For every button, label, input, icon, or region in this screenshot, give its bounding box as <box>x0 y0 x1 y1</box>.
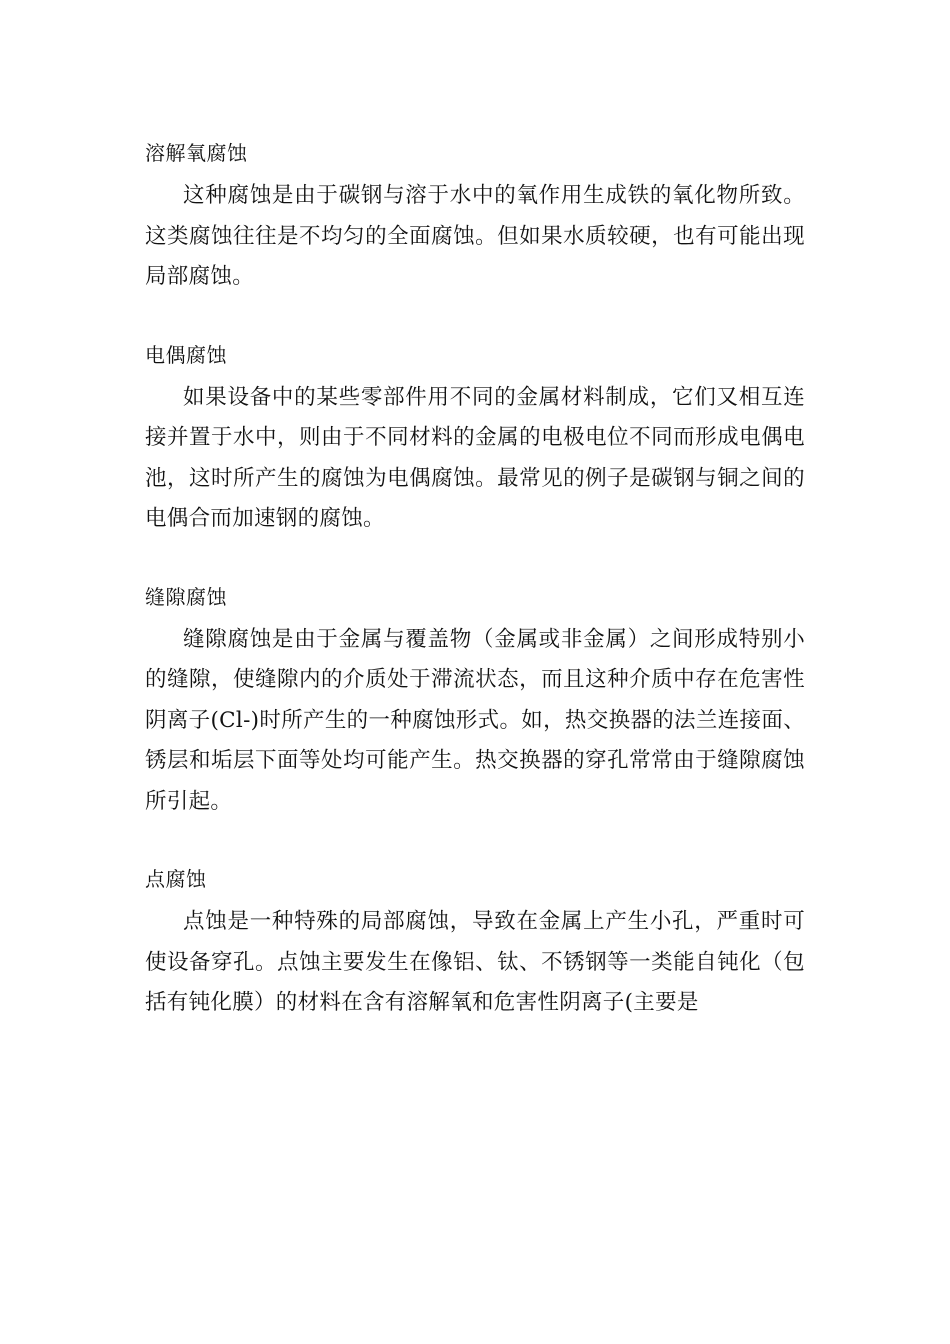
section-spacer <box>145 540 805 578</box>
section-spacer <box>145 298 805 336</box>
section-paragraph-pitting-corrosion: 点蚀是一种特殊的局部腐蚀，导致在金属上产生小孔，严重时可使设备穿孔。点蚀主要发生在像铝、钛、不锈钢等一类能自钝化（包括有钝化膜）的材料在含有溶解氧和危害性阴离子(主要是 <box>145 909 805 1015</box>
section-heading-galvanic-corrosion: 电偶腐蚀 <box>145 342 227 367</box>
section-heading-crevice-corrosion: 缝隙腐蚀 <box>145 584 227 609</box>
section-spacer <box>145 822 805 860</box>
section-heading-pitting-corrosion: 点腐蚀 <box>145 867 207 891</box>
document-body <box>145 134 805 1024</box>
section-heading-dissolved-oxygen-corrosion: 溶解氧腐蚀 <box>145 141 248 165</box>
section-paragraph-galvanic-corrosion: 如果设备中的某些零部件用不同的金属材料制成，它们又相互连接并置于水中，则由于不同材料的金属的电极电位不同而形成电偶电池，这时所产生的腐蚀为电偶腐蚀。最常见的例子是碳钢与铜之间的电偶合而加速钢的腐蚀。 <box>145 384 805 531</box>
section-paragraph-dissolved-oxygen-corrosion: 这种腐蚀是由于碳钢与溶于水中的氧作用生成铁的氧化物所致。这类腐蚀往往是不均匀的全面腐蚀。但如果水质较硬，也有可能出现局部腐蚀。 <box>145 183 805 289</box>
section-paragraph-crevice-corrosion: 缝隙腐蚀是由于金属与覆盖物（金属或非金属）之间形成特别小的缝隙，使缝隙内的介质处于滞流状态，而且这种介质中存在危害性阴离子(Cl-)时所产生的一种腐蚀形式。如，热交换器的法兰连接面、锈层和垢层下面等处均可能产生。热交换器的穿孔常常由于缝隙腐蚀所引起。 <box>145 626 805 814</box>
